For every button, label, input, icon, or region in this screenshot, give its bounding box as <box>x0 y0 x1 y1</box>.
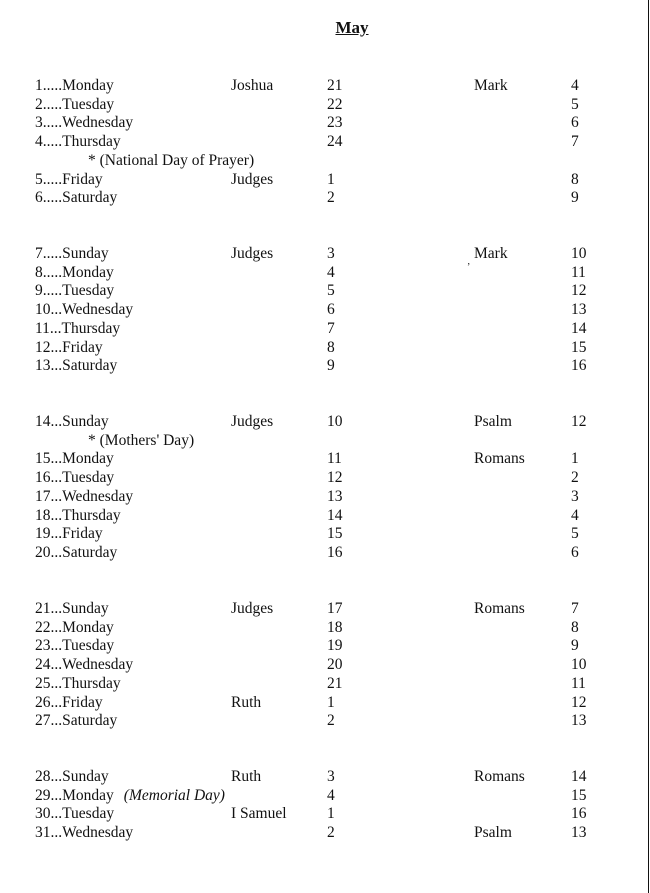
nt-chapter: 3 <box>571 487 579 505</box>
nt-chapter: 14 <box>571 768 587 785</box>
day-label: 6.....Saturday <box>35 189 118 207</box>
nt-chapter: 4 <box>571 506 579 524</box>
day-label: 12...Friday <box>35 338 103 356</box>
schedule-row <box>0 339 650 358</box>
nt-chapter: 16 <box>571 357 587 375</box>
ot-chapter: 2 <box>327 824 335 842</box>
ot-chapter: 10 <box>327 413 343 430</box>
schedule-row <box>0 656 650 675</box>
day-label: 8.....Monday <box>35 263 114 281</box>
day-label: 11...Thursday <box>35 319 121 337</box>
nt-book: Mark <box>474 77 508 94</box>
ot-chapter: 9 <box>327 357 335 375</box>
nt-chapter: 15 <box>571 338 587 356</box>
nt-chapter: 10 <box>571 656 587 674</box>
nt-chapter: 12 <box>571 413 587 430</box>
schedule-row <box>0 600 650 619</box>
nt-chapter: 14 <box>571 319 587 337</box>
ot-chapter: 1 <box>327 693 335 711</box>
ot-chapter: 3 <box>327 245 335 262</box>
day-label: 31...Wednesday <box>35 824 134 842</box>
ot-book: Judges <box>231 170 274 188</box>
schedule-row <box>0 282 650 301</box>
day-label: 16...Tuesday <box>35 469 115 487</box>
day-label: 23...Tuesday <box>35 637 115 655</box>
nt-chapter: 7 <box>571 600 579 617</box>
schedule-row <box>0 450 650 469</box>
ot-chapter: 4 <box>327 263 335 281</box>
day-label: 14...Sunday <box>35 413 109 430</box>
day-note <box>0 432 650 451</box>
nt-chapter: 6 <box>571 543 579 561</box>
schedule-row <box>0 114 650 133</box>
nt-book: Mark <box>474 245 508 262</box>
nt-chapter: 9 <box>571 637 579 655</box>
ot-book: Judges <box>231 413 274 430</box>
ot-chapter: 13 <box>327 487 343 505</box>
nt-chapter: 7 <box>571 133 579 151</box>
schedule-row <box>0 694 650 713</box>
schedule-row <box>0 787 650 806</box>
day-note-text: * (Mothers' Day) <box>88 431 195 449</box>
day-label: 5.....Friday <box>35 170 103 188</box>
day-label: 17...Wednesday <box>35 487 134 505</box>
schedule-row <box>0 189 650 208</box>
ot-chapter: 22 <box>327 95 343 113</box>
schedule-row <box>0 824 650 843</box>
nt-chapter: 8 <box>571 618 579 636</box>
ot-book: Judges <box>231 245 274 262</box>
ot-book: Judges <box>231 600 274 617</box>
day-label: 18...Thursday <box>35 506 121 524</box>
day-label: 15...Monday <box>35 450 114 468</box>
ot-chapter: 2 <box>327 189 335 207</box>
schedule-row <box>0 544 650 563</box>
ot-book: Joshua <box>231 77 274 94</box>
schedule-row <box>0 469 650 488</box>
day-label: 13...Saturday <box>35 357 118 375</box>
nt-book: Romans <box>474 600 525 617</box>
nt-chapter: 8 <box>571 170 579 188</box>
nt-chapter: 5 <box>571 95 579 113</box>
nt-chapter: 12 <box>571 693 587 711</box>
schedule-row <box>0 507 650 526</box>
nt-chapter: 4 <box>571 77 579 94</box>
schedule-row <box>0 525 650 544</box>
ot-chapter: 15 <box>327 525 343 543</box>
day-note <box>0 152 650 171</box>
day-label: 22...Monday <box>35 618 114 636</box>
ot-chapter: 24 <box>327 133 343 151</box>
page-title: May <box>335 18 369 37</box>
nt-book: Romans <box>474 768 525 785</box>
ot-chapter: 17 <box>327 600 343 617</box>
day-label: 2.....Tuesday <box>35 95 115 113</box>
schedule-row <box>0 133 650 152</box>
schedule-row <box>0 77 650 96</box>
nt-chapter: 13 <box>571 824 587 842</box>
schedule-row <box>0 712 650 731</box>
nt-chapter: 2 <box>571 469 579 487</box>
ot-chapter: 5 <box>327 282 335 300</box>
stray-mark: ’ <box>467 262 471 273</box>
ot-chapter: 6 <box>327 301 335 319</box>
nt-chapter: 11 <box>571 263 586 281</box>
schedule-row <box>0 805 650 824</box>
day-label: 29...Monday (Memorial Day) <box>35 786 225 804</box>
ot-chapter: 21 <box>327 77 343 94</box>
day-label: 19...Friday <box>35 525 103 543</box>
schedule-row <box>0 619 650 638</box>
nt-chapter: 10 <box>571 245 587 262</box>
day-note-text: * (National Day of Prayer) <box>88 151 255 169</box>
ot-chapter: 2 <box>327 712 335 730</box>
day-label: 28...Sunday <box>35 768 109 785</box>
day-label: 24...Wednesday <box>35 656 134 674</box>
nt-chapter: 1 <box>571 450 579 468</box>
nt-chapter: 11 <box>571 674 586 692</box>
ot-chapter: 4 <box>327 786 335 804</box>
ot-book: I Samuel <box>231 805 287 823</box>
holiday-note: (Memorial Day) <box>123 786 225 804</box>
ot-chapter: 12 <box>327 469 343 487</box>
day-label: 25...Thursday <box>35 674 121 692</box>
ot-chapter: 16 <box>327 543 343 561</box>
ot-chapter: 18 <box>327 618 343 636</box>
schedule-row <box>0 96 650 115</box>
day-label: 3.....Wednesday <box>35 114 134 132</box>
schedule-row <box>0 357 650 376</box>
schedule-row <box>0 637 650 656</box>
ot-chapter: 23 <box>327 114 343 132</box>
ot-book: Ruth <box>231 693 262 711</box>
nt-book: Romans <box>474 450 525 468</box>
schedule-row <box>0 264 650 283</box>
schedule-row <box>0 171 650 190</box>
schedule-row <box>0 413 650 432</box>
nt-chapter: 15 <box>571 786 587 804</box>
ot-chapter: 19 <box>327 637 343 655</box>
nt-chapter: 13 <box>571 712 587 730</box>
ot-chapter: 8 <box>327 338 335 356</box>
nt-chapter: 5 <box>571 525 579 543</box>
schedule-row <box>0 675 650 694</box>
day-label: 26...Friday <box>35 693 103 711</box>
day-label: 10...Wednesday <box>35 301 134 319</box>
ot-chapter: 1 <box>327 805 335 823</box>
ot-chapter: 20 <box>327 656 343 674</box>
day-label: 30...Tuesday <box>35 805 115 823</box>
schedule-row <box>0 320 650 339</box>
ot-chapter: 11 <box>327 450 342 468</box>
schedule-row <box>0 768 650 787</box>
ot-chapter: 7 <box>327 319 335 337</box>
nt-chapter: 9 <box>571 189 579 207</box>
nt-chapter: 6 <box>571 114 579 132</box>
nt-chapter: 13 <box>571 301 587 319</box>
ot-chapter: 14 <box>327 506 343 524</box>
day-label: 1.....Monday <box>35 77 114 94</box>
day-label: 21...Sunday <box>35 600 109 617</box>
nt-chapter: 12 <box>571 282 587 300</box>
ot-chapter: 21 <box>327 674 343 692</box>
day-label: 27...Saturday <box>35 712 118 730</box>
nt-chapter: 16 <box>571 805 587 823</box>
ot-chapter: 1 <box>327 170 335 188</box>
day-label: 9.....Tuesday <box>35 282 115 300</box>
ot-chapter: 3 <box>327 768 335 785</box>
day-label: 4.....Thursday <box>35 133 121 151</box>
schedule-row <box>0 245 650 264</box>
schedule-row <box>0 301 650 320</box>
nt-book: Psalm <box>474 413 512 430</box>
schedule-row <box>0 488 650 507</box>
nt-book: Psalm <box>474 824 512 842</box>
day-label: 20...Saturday <box>35 543 118 561</box>
ot-book: Ruth <box>231 768 262 785</box>
day-label: 7.....Sunday <box>35 245 109 262</box>
